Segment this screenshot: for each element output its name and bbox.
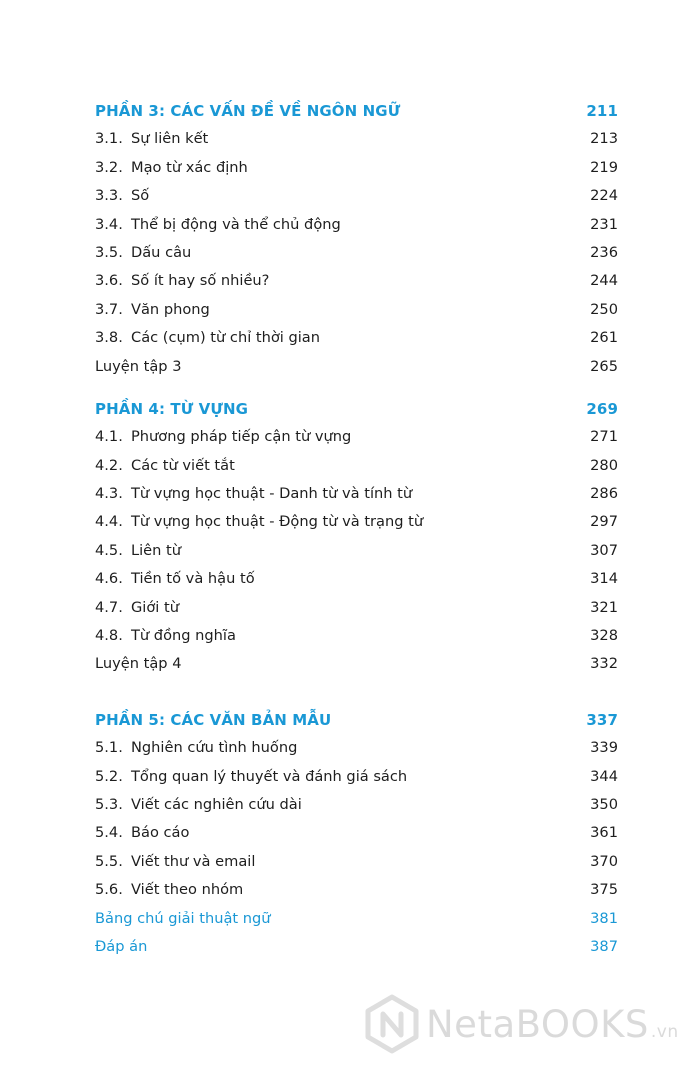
appendix-page: 387 — [590, 937, 618, 955]
toc-item[interactable] — [95, 537, 618, 565]
toc-item[interactable] — [95, 763, 618, 791]
watermark-brand — [426, 1003, 679, 1046]
item-page: 250 — [590, 300, 618, 318]
item-number: 3.1. — [95, 130, 123, 148]
item-page: 361 — [590, 824, 618, 842]
item-page: 321 — [590, 598, 618, 616]
item-title: Tiền tố và hậu tố — [131, 570, 255, 588]
item-title: Số ít hay số nhiều? — [131, 272, 270, 290]
item-title: Số — [131, 187, 150, 205]
item-number: 4.3. — [95, 485, 123, 503]
toc-item[interactable] — [95, 239, 618, 267]
item-page: 344 — [590, 767, 618, 785]
item-number: 5.6. — [95, 881, 123, 899]
item-title: Dấu câu — [131, 243, 192, 261]
item-page: 219 — [590, 158, 618, 176]
toc-item[interactable] — [95, 154, 618, 182]
item-title: Văn phong — [131, 300, 210, 318]
item-page: 213 — [590, 130, 618, 148]
toc-item[interactable] — [95, 876, 618, 904]
item-title: Liên từ — [131, 541, 182, 559]
practice-title: Luyện tập 3 — [95, 357, 182, 375]
item-title: Từ vựng học thuật - Động từ và trạng từ — [131, 513, 424, 531]
section-title: PHẦN 3: CÁC VẤN ĐỀ VỀ NGÔN NGỮ — [95, 102, 401, 120]
practice-title: Luyện tập 4 — [95, 655, 182, 673]
section-page: 269 — [586, 399, 618, 418]
item-number: 3.6. — [95, 272, 123, 290]
item-number: 4.5. — [95, 541, 123, 559]
toc-item[interactable] — [95, 594, 618, 622]
item-title: Tổng quan lý thuyết và đánh giá sách — [131, 767, 408, 785]
item-page: 231 — [590, 215, 618, 233]
item-page: 339 — [590, 739, 618, 757]
item-number: 3.7. — [95, 300, 123, 318]
table-of-contents — [95, 97, 618, 961]
item-number: 5.3. — [95, 795, 123, 813]
item-number: 3.4. — [95, 215, 123, 233]
item-title: Viết thư và email — [131, 852, 256, 870]
section-page: 211 — [586, 102, 618, 120]
toc-item[interactable] — [95, 565, 618, 593]
practice-item[interactable] — [95, 353, 618, 381]
toc-item[interactable] — [95, 848, 618, 876]
item-page: 271 — [590, 428, 618, 446]
item-number: 5.2. — [95, 767, 123, 785]
item-page: 370 — [590, 852, 618, 870]
section-page: 337 — [586, 710, 618, 729]
practice-item[interactable] — [95, 650, 618, 678]
toc-item[interactable] — [95, 296, 618, 324]
item-title: Nghiên cứu tình huống — [131, 739, 298, 757]
watermark-brand-text: NetaBOOKS — [426, 1002, 649, 1046]
item-number: 3.8. — [95, 329, 123, 347]
item-page: 280 — [590, 456, 618, 474]
item-title: Sự liên kết — [131, 130, 209, 148]
toc-item[interactable] — [95, 508, 618, 536]
item-page: 286 — [590, 485, 618, 503]
item-number: 4.6. — [95, 570, 123, 588]
appendix-answers[interactable] — [95, 933, 618, 961]
netabooks-logo-icon — [362, 994, 422, 1054]
item-number: 5.5. — [95, 852, 123, 870]
item-title: Thể bị động và thể chủ động — [131, 215, 341, 233]
item-title: Phương pháp tiếp cận từ vựng — [131, 428, 352, 446]
item-page: 328 — [590, 627, 618, 645]
section-heading-3[interactable] — [95, 97, 618, 125]
item-page: 314 — [590, 570, 618, 588]
item-page: 297 — [590, 513, 618, 531]
toc-item[interactable] — [95, 734, 618, 762]
item-number: 4.1. — [95, 428, 123, 446]
watermark-suffix: .vn — [650, 1021, 679, 1042]
toc-item[interactable] — [95, 423, 618, 451]
item-title: Báo cáo — [131, 824, 190, 842]
item-title: Từ đồng nghĩa — [131, 627, 236, 645]
item-title: Các (cụm) từ chỉ thời gian — [131, 329, 320, 347]
item-page: 244 — [590, 272, 618, 290]
section-heading-5[interactable] — [95, 706, 618, 734]
practice-page: 265 — [590, 357, 618, 375]
section-spacer — [95, 381, 618, 395]
section-heading-4[interactable] — [95, 395, 618, 423]
item-title: Viết các nghiên cứu dài — [131, 795, 302, 813]
appendix-glossary[interactable] — [95, 905, 618, 933]
item-number: 4.2. — [95, 456, 123, 474]
item-title: Giới từ — [131, 598, 179, 616]
item-page: 224 — [590, 187, 618, 205]
toc-item[interactable] — [95, 125, 618, 153]
item-number: 5.4. — [95, 824, 123, 842]
toc-item[interactable] — [95, 791, 618, 819]
item-number: 4.4. — [95, 513, 123, 531]
practice-page: 332 — [590, 655, 618, 673]
netabooks-watermark — [362, 994, 679, 1054]
item-number: 5.1. — [95, 739, 123, 757]
toc-item[interactable] — [95, 480, 618, 508]
item-number: 4.8. — [95, 627, 123, 645]
item-page: 261 — [590, 329, 618, 347]
item-title: Mạo từ xác định — [131, 158, 248, 176]
item-number: 4.7. — [95, 598, 123, 616]
item-number: 3.3. — [95, 187, 123, 205]
item-number: 3.5. — [95, 243, 123, 261]
toc-item[interactable] — [95, 819, 618, 847]
toc-item[interactable] — [95, 324, 618, 352]
appendix-title: Đáp án — [95, 937, 148, 955]
toc-item[interactable] — [95, 182, 618, 210]
toc-item[interactable] — [95, 211, 618, 239]
item-page: 375 — [590, 881, 618, 899]
item-page: 307 — [590, 541, 618, 559]
toc-item[interactable] — [95, 452, 618, 480]
item-number: 3.2. — [95, 158, 123, 176]
item-page: 236 — [590, 243, 618, 261]
section-title: PHẦN 4: TỪ VỰNG — [95, 399, 249, 418]
item-page: 350 — [590, 795, 618, 813]
item-title: Viết theo nhóm — [131, 881, 244, 899]
item-title: Các từ viết tắt — [131, 456, 235, 474]
section-title: PHẦN 5: CÁC VĂN BẢN MẪU — [95, 710, 332, 729]
appendix-page: 381 — [590, 909, 618, 927]
toc-item[interactable] — [95, 267, 618, 295]
section-spacer — [95, 679, 618, 706]
toc-item[interactable] — [95, 622, 618, 650]
appendix-title: Bảng chú giải thuật ngữ — [95, 909, 271, 927]
item-title: Từ vựng học thuật - Danh từ và tính từ — [131, 485, 413, 503]
